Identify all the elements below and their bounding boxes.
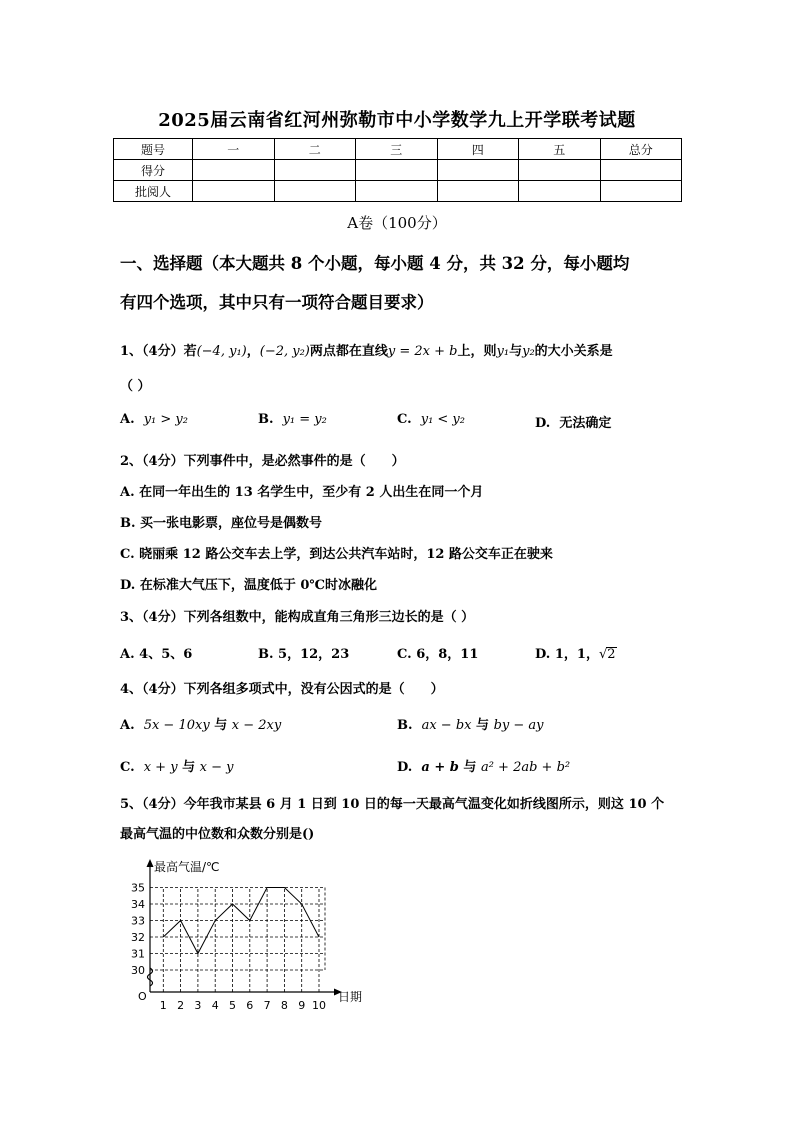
- score-table-cell: [193, 160, 275, 181]
- y-tick-label: 33: [131, 914, 145, 928]
- score-table-cell: 批阅人: [114, 181, 193, 202]
- expression: a + b: [421, 760, 459, 775]
- score-table-cell: 五: [519, 139, 601, 160]
- option-label: A.: [120, 412, 135, 427]
- q2-option-c: C. 晓丽乘 12 路公交车去上学，到达公共汽车站时，12 路公交车正在驶来: [120, 547, 553, 562]
- score-table-header-row: [114, 139, 682, 160]
- expression: a² + 2ab + b²: [480, 760, 571, 775]
- x-tick-label: 8: [280, 999, 288, 1012]
- option-text: 无法确定: [559, 416, 612, 431]
- q1-point-2: (−2, y₂): [259, 344, 310, 359]
- q1-sep: ，: [246, 344, 260, 359]
- y-tick-label: 35: [131, 881, 145, 895]
- score-table-row: [114, 181, 682, 202]
- x-tick-label: 6: [246, 999, 254, 1012]
- y-tick-label: 31: [131, 947, 145, 961]
- expression: x − y: [199, 760, 234, 775]
- option-text: y₁ > y₂: [143, 412, 188, 427]
- q4-option-b: [397, 714, 543, 733]
- conjunction: 与: [182, 760, 196, 775]
- q1-y1: y₁: [496, 344, 510, 359]
- score-table-cell: [356, 181, 438, 202]
- option-text: 1，1，: [554, 647, 599, 662]
- option-text: y₁ = y₂: [282, 412, 327, 427]
- option-text: y₁ < y₂: [420, 412, 465, 427]
- q2-option-a: A. 在同一年出生的 13 名学生中，至少有 2 人出生在同一个月: [120, 485, 484, 500]
- q1-y2: y₂: [522, 344, 535, 359]
- option-label: A.: [120, 718, 135, 733]
- y-axis-arrow: [147, 859, 154, 867]
- score-table-cell: [600, 160, 682, 181]
- q1-point-1: (−4, y₁): [196, 344, 247, 359]
- option-label: B.: [397, 718, 413, 733]
- sqrt-sign: √: [598, 647, 608, 662]
- score-table-cell: [193, 181, 275, 202]
- score-table-cell: [519, 181, 601, 202]
- option-label: B.: [258, 412, 274, 427]
- option-label: A.: [120, 647, 135, 662]
- score-table-cell: 一: [193, 139, 275, 160]
- expression: by − ay: [493, 718, 544, 733]
- part1-heading-line2: 有四个选项，其中只有一项符合题目要求）: [120, 293, 434, 312]
- q1-option-b: [258, 412, 327, 427]
- y-axis-title: 最高气温/℃: [154, 860, 220, 874]
- q1-answer-paren: （ ）: [120, 379, 151, 394]
- question-1-stem: [120, 340, 613, 359]
- q2-option-b: B. 买一张电影票，座位号是偶数号: [120, 516, 323, 531]
- question-4-stem: 4、（4分）下列各组多项式中，没有公因式的是（ ）: [120, 682, 444, 697]
- option-label: C.: [120, 760, 135, 775]
- question-5-stem-line2: 最高气温的中位数和众数分别是(): [120, 827, 315, 842]
- score-table-cell: [600, 181, 682, 202]
- option-text: 6，8，11: [416, 647, 479, 662]
- y-tick-label: 30: [131, 964, 145, 977]
- sqrt-radicand: 2: [607, 647, 616, 662]
- x-tick-label: 1: [159, 999, 167, 1012]
- q3-option-b: [258, 643, 349, 662]
- option-label: B.: [258, 647, 274, 662]
- x-axis-title: 日期: [338, 990, 363, 1004]
- q1-prefix: 1、（4分）若: [120, 344, 197, 359]
- q1-option-a: [120, 412, 188, 427]
- chart-grid: [150, 888, 325, 993]
- score-table-cell: 得分: [114, 160, 193, 181]
- expression: 5x − 10xy: [143, 718, 210, 733]
- option-label: D.: [535, 647, 551, 662]
- score-table-row: [114, 160, 682, 181]
- score-table-cell: [274, 160, 356, 181]
- option-label: D.: [535, 416, 551, 431]
- q4-option-c: [120, 756, 233, 775]
- y-tick-label: 32: [131, 931, 145, 944]
- question-2-stem: 2、（4分）下列事件中，是必然事件的是（ ）: [120, 454, 405, 469]
- q1-and: 与: [509, 344, 523, 359]
- temperature-line-chart: [120, 850, 370, 1015]
- conjunction: 与: [214, 718, 228, 733]
- score-table-cell: [437, 160, 519, 181]
- q1-line-equation: y = 2x + b: [387, 344, 458, 359]
- option-label: C.: [397, 412, 412, 427]
- chart-tick-labels: [131, 859, 362, 1012]
- q3-option-a: [120, 643, 192, 662]
- score-table: [113, 138, 682, 202]
- part1-heading-line1: 一、选择题（本大题共 8 个小题，每小题 4 分，共 32 分，每小题均: [120, 254, 630, 273]
- option-text: 5，12，23: [278, 647, 350, 662]
- x-tick-label: 4: [211, 999, 219, 1012]
- x-tick-label: 3: [194, 999, 202, 1012]
- q1-mid2: 上，则: [457, 344, 497, 359]
- conjunction: 与: [463, 760, 477, 775]
- q3-option-c: [397, 643, 478, 662]
- question-5-stem-line1: 5、（4分）今年我市某县 6 月 1 日到 10 日的每一天最高气温变化如折线图所示，则这 10 个: [120, 797, 665, 812]
- q4-option-a: [120, 714, 281, 733]
- x-tick-label: 5: [229, 999, 236, 1012]
- exam-title: 2025届云南省红河州弥勒市中小学数学九上开学联考试题: [158, 110, 636, 131]
- score-table-cell: 二: [274, 139, 356, 160]
- option-text: 4、5、6: [139, 647, 193, 662]
- score-table-cell: 四: [437, 139, 519, 160]
- expression: x − 2xy: [231, 718, 282, 733]
- score-table-cell: 总分: [600, 139, 682, 160]
- q2-option-d: D. 在标准大气压下，温度低于 0℃时冰融化: [120, 578, 378, 593]
- question-3-stem: 3、（4分）下列各组数中，能构成直角三角形三边长的是（ ）: [120, 610, 475, 625]
- q1-end: 的大小关系是: [534, 344, 613, 359]
- score-table-cell: 题号: [114, 139, 193, 160]
- expression: ax − bx: [421, 718, 472, 733]
- section-a-title: A卷（100分）: [347, 214, 447, 232]
- score-table-cell: [274, 181, 356, 202]
- score-table-cell: [437, 181, 519, 202]
- q3-option-d: [535, 643, 617, 662]
- score-table-cell: [519, 160, 601, 181]
- option-label: C.: [397, 647, 412, 662]
- conjunction: 与: [476, 718, 490, 733]
- x-tick-label: 10: [312, 999, 326, 1012]
- q4-option-d: [397, 756, 570, 775]
- score-table-cell: [356, 160, 438, 181]
- option-label: D.: [397, 760, 413, 775]
- q1-option-d: [535, 412, 611, 431]
- origin-label: O: [138, 990, 147, 1003]
- x-tick-label: 9: [298, 999, 306, 1012]
- chart-axes: [147, 859, 343, 996]
- x-tick-label: 7: [263, 999, 271, 1012]
- expression: x + y: [143, 760, 178, 775]
- y-tick-label: 34: [131, 898, 145, 911]
- q1-option-c: [397, 412, 465, 427]
- x-tick-label: 2: [177, 999, 185, 1012]
- score-table-cell: 三: [356, 139, 438, 160]
- q1-mid: 两点都在直线: [309, 344, 388, 359]
